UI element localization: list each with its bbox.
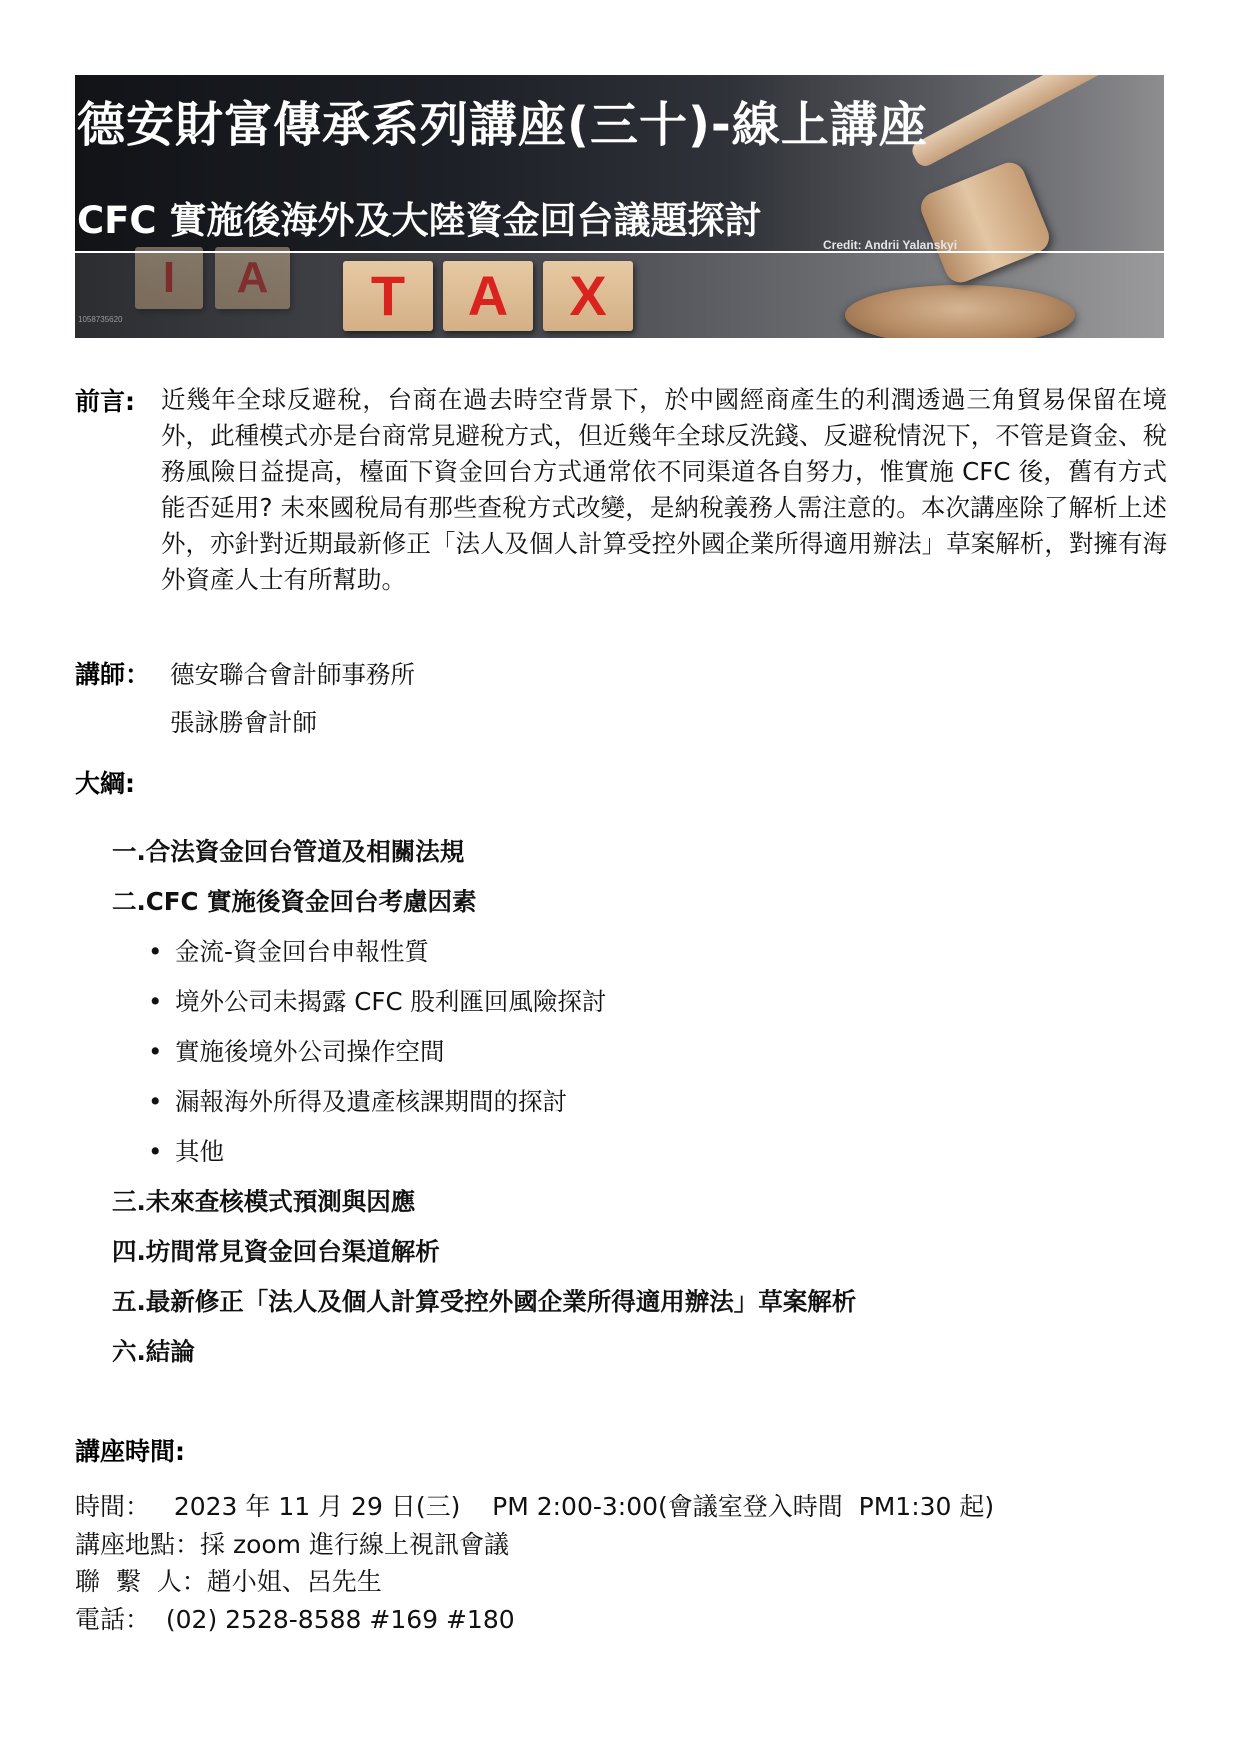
bullet-icon: • xyxy=(148,987,163,1016)
intro-label: 前言: xyxy=(75,387,135,416)
outline-subitem-text: 實施後境外公司操作空間 xyxy=(175,1037,445,1066)
outline-item: 五.最新修正「法人及個人計算受控外國企業所得適用辦法」草案解析 xyxy=(112,1287,857,1316)
photo-credit: Credit: Andrii Yalanskyi xyxy=(823,238,958,252)
outline-subitem xyxy=(148,1083,567,1118)
outline-item: 二.CFC 實施後資金回台考慮因素 xyxy=(112,887,477,916)
schedule-time: 時間： 2023 年 11 月 29 日(三) PM 2:00-3:00(會議室登入時間 PM1:30 起) xyxy=(75,1492,995,1521)
outline-subitem xyxy=(148,983,606,1018)
schedule-location: 講座地點：採 zoom 進行線上視訊會議 xyxy=(75,1530,509,1559)
outline-item: 六.結論 xyxy=(112,1337,195,1366)
schedule-phone: 電話： (02) 2528-8588 #169 #180 xyxy=(75,1605,515,1634)
lecturer-label: 講師： xyxy=(75,660,151,689)
tax-letter-block-t: T xyxy=(343,261,433,331)
outline-subitem-text: 金流-資金回台申報性質 xyxy=(175,937,429,966)
tax-letter-block-a: A xyxy=(443,261,533,331)
outline-label: 大綱: xyxy=(75,769,135,798)
intro-paragraph: 近幾年全球反避稅，台商在過去時空背景下，於中國經商產生的利潤透過三角貿易保留在境外，此種模式亦是台商常見避稅方式，但近幾年全球反洗錢、反避稅情況下，不管是資金、稅務風險日益提高，檯面下資金回台方式通常依不同渠道各自努力，惟實施 CFC 後，舊有方式能否延用? 未來國稅局有那些查稅方式改變，是納稅義務人需注意的。本次講座除了解析上述外，亦針對近期最新修正「法人及個人計算受控外國企業所得適用辦法」草案解析，對擁有海外資產人士有所幫助。 xyxy=(161,385,1167,594)
gavel-base xyxy=(845,285,1075,338)
outline-item: 四.坊間常見資金回台渠道解析 xyxy=(112,1237,440,1266)
lecturer-name: 張詠勝會計師 xyxy=(170,708,317,737)
banner-divider xyxy=(75,251,1164,253)
outline-subitem-text: 境外公司未揭露 CFC 股利匯回風險探討 xyxy=(175,987,607,1016)
schedule-contact: 聯 繫 人：趙小姐、呂先生 xyxy=(75,1567,382,1596)
faded-letter-block: A xyxy=(215,247,290,309)
lecturer-firm: 德安聯合會計師事務所 xyxy=(170,660,415,689)
outline-subitem-text: 其他 xyxy=(175,1137,224,1166)
banner-subtitle: CFC 實施後海外及大陸資金回台議題探討 xyxy=(77,199,762,242)
faded-letter-block: I xyxy=(135,247,203,309)
outline-subitem-text: 漏報海外所得及遺產核課期間的探討 xyxy=(175,1087,567,1116)
bullet-icon: • xyxy=(148,1137,163,1166)
banner-title: 德安財富傳承系列講座(三十)-線上講座 xyxy=(77,97,928,153)
image-code: 1058735620 xyxy=(78,315,123,324)
outline-subitem xyxy=(148,1033,445,1068)
bullet-icon: • xyxy=(148,1037,163,1066)
bullet-icon: • xyxy=(148,937,163,966)
outline-subitem xyxy=(148,933,429,968)
outline-subitem xyxy=(148,1133,224,1168)
bullet-icon: • xyxy=(148,1087,163,1116)
tax-letter-block-x: X xyxy=(543,261,633,331)
outline-item: 三.未來查核模式預測與因應 xyxy=(112,1187,416,1216)
schedule-label: 講座時間: xyxy=(75,1437,185,1466)
banner xyxy=(75,75,1164,338)
outline-item: 一.合法資金回台管道及相關法規 xyxy=(112,837,465,866)
gavel-handle xyxy=(909,75,1142,169)
